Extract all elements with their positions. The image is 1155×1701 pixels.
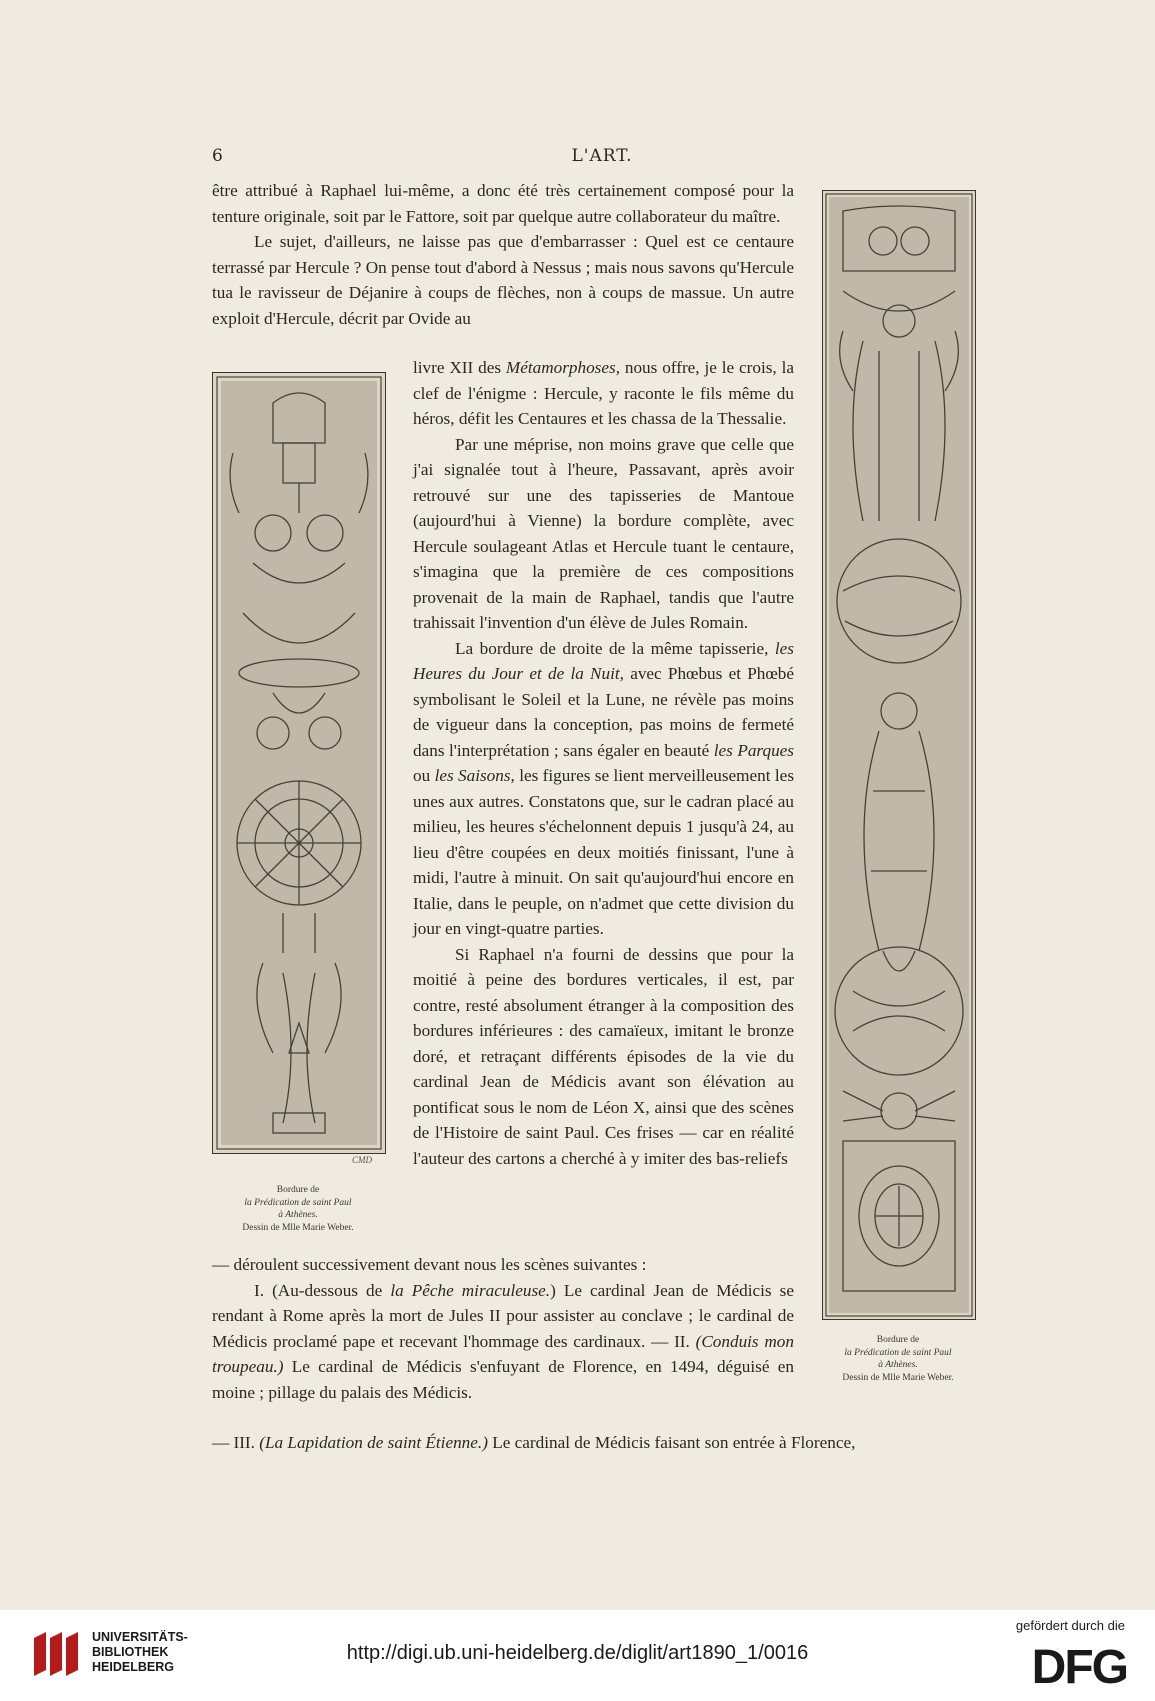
right-border-engraving — [822, 190, 976, 1320]
text-block-middle — [413, 355, 794, 1171]
paragraph-6: I. (Au-dessous de la Pêche miraculeuse.) Le cardinal Jean de Médicis se rendant à Rome après la mort de Jules II pour assister au conclave ; le cardinal de Médicis proclamé pape et recevant l'hommage des cardinaux. — II. (Conduis mon troupeau.) Le cardinal de Médicis s'enfuyant de Florence, en 1494, déguisé en moine ; pillage du palais des Médicis. — [212, 1280, 794, 1402]
dfg-logo: DFG — [1031, 1641, 1127, 1694]
ornamental-border-engraving-left-icon — [213, 373, 385, 1153]
caption-right: Bordure de la Prédication de saint Paul à Athènes. Dessin de Mlle Marie Weber. — [842, 1335, 954, 1383]
journal-title: L'ART. — [571, 146, 633, 166]
engraver-mark: CMD — [352, 1155, 372, 1165]
paragraph-2a: Le sujet, d'ailleurs, ne laisse pas que d'embarrasser : Quel est ce centaure terrassé par Hercule ? On pense tout d'abord à Nessus ; mais nous savons qu'Hercule tua le ravisseur de Déjanire à coups de flèches, non à coups de massue. Un autre exploit d'Hercule, décrit par Ovide au — [212, 232, 794, 328]
paragraph-5b: — déroulent successivement devant nous les scènes suivantes : — [212, 1255, 647, 1274]
funded-by-label: gefördert durch die — [1015, 1618, 1125, 1633]
text-block-bottom — [212, 1252, 794, 1405]
paragraph-3: Par une méprise, non moins grave que celle que j'ai signalée tout à l'heure, Passavant, après avoir retrouvé sur une des tapisseries de Mantoue (aujourd'hui à Vienne) la bordure complète, avec Hercule soulageant Atlas et Hercule tuant le centaure, s'imagina que la première de ces compositions provenait de la main de Raphael, tandis que l'autre trahissait l'invention d'un élève de Jules Romain. — [413, 434, 794, 632]
paragraph-1: être attribué à Raphael lui-même, a donc été très certainement composé pour la tenture originale, soit par le Fattore, soit par quelque autre collaborateur du maître. — [212, 181, 794, 226]
ornamental-border-engraving-right-icon — [823, 191, 975, 1319]
permalink-url[interactable]: http://digi.ub.uni-heidelberg.de/diglit/art1890_1/0016 — [346, 1642, 809, 1664]
paragraph-7: — III. (La Lapidation de saint Étienne.) Le cardinal de Médicis faisant son entrée à Florence, — [212, 1433, 856, 1452]
page-number: 6 — [212, 146, 224, 166]
caption-left: Bordure de la Prédication de saint Paul à Athènes. Dessin de Mlle Marie Weber. — [242, 1185, 354, 1233]
paragraph-2b: livre XII des Métamorphoses, nous offre, je le crois, la clef de l'énigme : Hercule, y raconte le fils même du héros, défit les Centaures et les chassa de la Thessalie. — [413, 358, 794, 428]
paragraph-5a: Si Raphael n'a fourni de dessins que pour la moitié à peine des bordures verticales, il est, par contre, resté absolument étranger à la composition des bordures inférieures : des camaïeux, imitant le bronze doré, et retraçant différents épisodes de la vie du cardinal Jean de Médicis avant son élévation au pontificat sous le nom de Léon X, ainsi que des scènes de l'Histoire de saint Paul. Ces frises — car en réalité l'auteur des cartons a cherché à y imiter des bas-reliefs — [413, 944, 794, 1168]
paragraph-4: La bordure de droite de la même tapisserie, les Heures du Jour et de la Nuit, avec Phœbus et Phœbé symbolisant le Soleil et la Lune, ne révèle pas moins de vigueur dans la conception, pas moins de fermeté dans l'interprétation ; sans égaler en beauté les Parques ou les Saisons, les figures se lient merveilleusement les unes aux autres. Constatons que, sur le cadran placé au milieu, les heures s'échelonnent depuis 1 jusqu'à 24, au lieu d'être coupées en deux moitiés finissant, l'une à midi, l'autre à minuit. On sait qu'aujourd'hui encore en Italie, dans le peuple, on n'admet que cette division du jour en vingt-quatre parties. — [413, 638, 795, 938]
footer-bar — [0, 1610, 1155, 1701]
institution-name: UNIVERSITÄTS- BIBLIOTHEK HEIDELBERG — [92, 1630, 188, 1674]
text-block-top — [212, 178, 794, 331]
left-border-engraving — [212, 372, 386, 1154]
text-block-last-line — [212, 1430, 992, 1456]
